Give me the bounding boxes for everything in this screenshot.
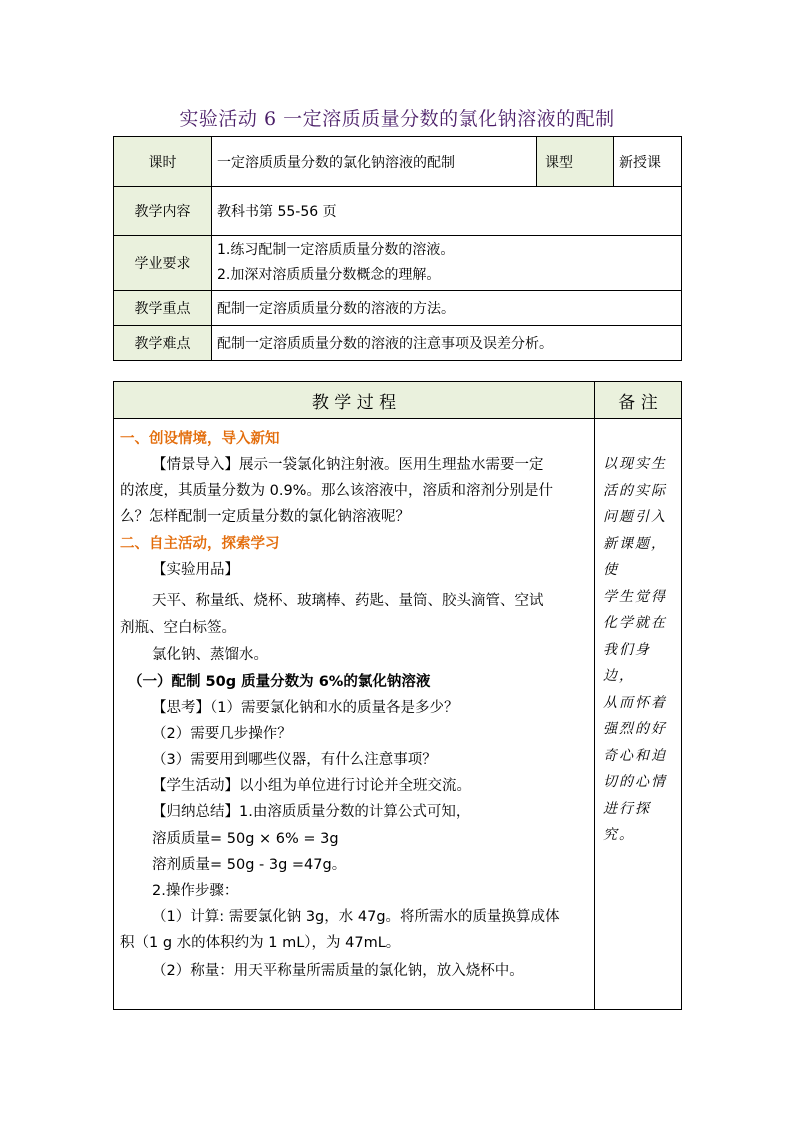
requirement-2: 2.加深对溶质质量分数概念的理解。 xyxy=(217,267,441,283)
paragraph-line: 【归纳总结】1.由溶质质量分数的计算公式可知， xyxy=(152,804,471,820)
note-line: 从而怀着 xyxy=(603,694,667,711)
paragraph-line: 的浓度，其质量分数为 0.9%。那么该溶液中，溶质和溶剂分别是什 xyxy=(120,483,553,499)
value-key-point: 配制一定溶质质量分数的溶液的方法。 xyxy=(212,291,682,326)
value-content: 教科书第 55-56 页 xyxy=(212,187,682,236)
paragraph-line: （2）称量：用天平称量所需质量的氯化钠，放入烧杯中。 xyxy=(152,963,524,979)
header-key-point: 教学重点 xyxy=(114,291,212,326)
value-lesson: 一定溶质质量分数的氯化钠溶液的配制 xyxy=(212,137,537,187)
header-process: 教 学 过 程 xyxy=(114,382,595,419)
teaching-process-table xyxy=(113,381,682,1010)
paragraph-line: （2）需要几步操作？ xyxy=(152,726,292,742)
paragraph-line: （3）需要用到哪些仪器，有什么注意事项？ xyxy=(152,752,437,768)
lesson-info-table xyxy=(113,136,682,361)
note-line: 问题引入 xyxy=(603,509,667,525)
note-line: 以现实生 xyxy=(603,456,667,472)
paragraph-line: 么？怎样配制一定质量分数的氯化钠溶液呢？ xyxy=(120,509,410,525)
document-title: 实验活动 6 一定溶质质量分数的氯化钠溶液的配制 xyxy=(179,108,615,130)
note-line: 化学就在 xyxy=(603,615,667,631)
subsection-heading: （一）配制 50g 质量分数为 6%的氯化钠溶液 xyxy=(128,674,431,690)
note-line: 新课题，使 xyxy=(603,535,667,578)
note-line: 我们身边， xyxy=(603,641,651,684)
paragraph-line: 积（1 g 水的体积约为 1 mL），为 47mL。 xyxy=(120,935,401,951)
paragraph-line: 【实验用品】 xyxy=(152,562,239,578)
notes-content xyxy=(595,419,682,1010)
header-content: 教学内容 xyxy=(114,187,212,236)
note-line: 进行探究。 xyxy=(603,800,651,843)
value-requirements xyxy=(212,236,682,291)
formula-line: 溶质质量= 50g × 6% = 3g xyxy=(152,831,339,847)
paragraph-line: 剂瓶、空白标签。 xyxy=(120,620,236,636)
header-lesson: 课时 xyxy=(114,137,212,187)
paragraph-line: 2.操作步骤： xyxy=(152,883,239,899)
requirement-1: 1.练习配制一定溶质质量分数的溶液。 xyxy=(217,242,455,258)
paragraph-line: （1）计算: 需要氯化钠 3g，水 47g。将所需水的质量换算成体 xyxy=(152,909,560,925)
section-heading: 二、自主活动，探索学习 xyxy=(120,536,280,552)
paragraph-line: 【情景导入】展示一袋氯化钠注射液。医用生理盐水需要一定 xyxy=(152,457,544,473)
header-requirements: 学业要求 xyxy=(114,236,212,291)
process-content xyxy=(114,419,595,1010)
note-line: 活的实际 xyxy=(603,482,667,499)
paragraph-line: 氯化钠、蒸馏水。 xyxy=(152,647,268,663)
formula-line: 溶剂质量= 50g - 3g =47g。 xyxy=(152,857,347,873)
value-lesson-type: 新授课 xyxy=(614,137,682,187)
section-heading: 一、创设情境，导入新知 xyxy=(120,431,280,447)
header-notes: 备 注 xyxy=(595,382,682,419)
note-line: 切的心情 xyxy=(603,774,667,790)
header-lesson-type: 课型 xyxy=(537,137,614,187)
value-difficulty: 配制一定溶质质量分数的溶液的注意事项及误差分析。 xyxy=(212,326,682,361)
paragraph-line: 【思考】（1）需要氯化钠和水的质量各是多少？ xyxy=(152,700,459,716)
note-line: 奇心和迫 xyxy=(603,747,667,764)
paragraph-line: 天平、称量纸、烧杯、玻璃棒、药匙、量筒、胶头滴管、空试 xyxy=(152,593,544,609)
note-line: 学生觉得 xyxy=(603,588,667,605)
paragraph-line: 【学生活动】以小组为单位进行讨论并全班交流。 xyxy=(152,778,471,794)
note-line: 强烈的好 xyxy=(603,721,667,737)
header-difficulty: 教学难点 xyxy=(114,326,212,361)
